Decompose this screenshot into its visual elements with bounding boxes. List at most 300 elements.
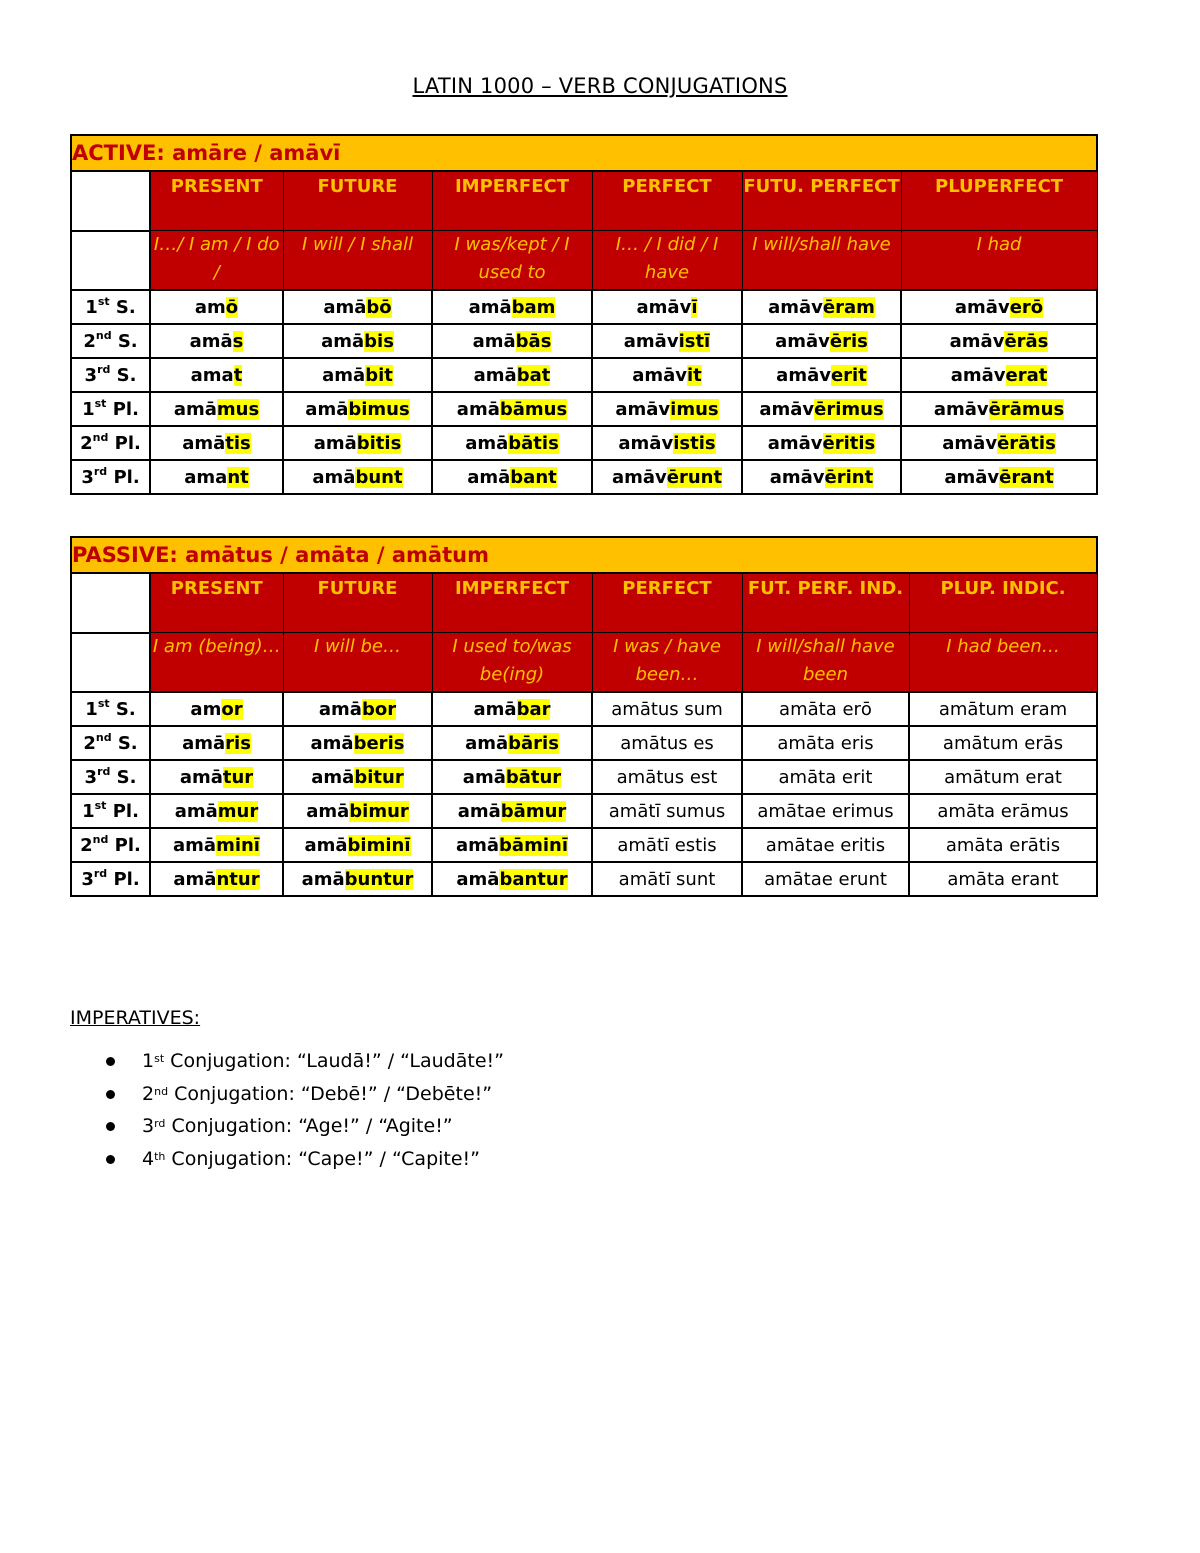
column-translation: I will / I shall bbox=[283, 231, 432, 291]
verb-form-cell bbox=[432, 692, 592, 726]
conjugation-suffix: rd bbox=[154, 1117, 166, 1130]
verb-ending-highlight: buntur bbox=[344, 868, 414, 890]
passive-column-headers bbox=[71, 573, 1097, 633]
person-number: 1 bbox=[85, 296, 98, 318]
person-type: Pl. bbox=[106, 398, 139, 420]
verb-form-cell bbox=[432, 862, 592, 896]
list-item bbox=[70, 1080, 504, 1113]
verb-stem: amāv bbox=[944, 466, 1000, 488]
verb-form-cell bbox=[592, 324, 742, 358]
verb-stem: amāv bbox=[775, 330, 830, 352]
verb-stem: amāta erant bbox=[947, 868, 1059, 890]
person-number: 2 bbox=[83, 330, 96, 352]
verb-ending-highlight: bāmus bbox=[499, 398, 568, 420]
verb-ending-highlight: ērunt bbox=[666, 466, 723, 488]
person-label bbox=[71, 828, 150, 862]
verb-form-cell bbox=[150, 794, 283, 828]
verb-stem: amātus es bbox=[620, 732, 714, 754]
verb-form-cell bbox=[909, 828, 1097, 862]
verb-stem: amā bbox=[462, 766, 506, 788]
verb-form-cell bbox=[592, 460, 742, 494]
person-type: Pl. bbox=[108, 432, 141, 454]
conjugation-number: 1 bbox=[142, 1050, 155, 1072]
verb-stem: amāv bbox=[949, 330, 1005, 352]
person-suffix: nd bbox=[95, 730, 112, 744]
verb-stem: amāv bbox=[615, 398, 671, 420]
person-type: Pl. bbox=[106, 800, 139, 822]
person-type: S. bbox=[111, 732, 138, 754]
verb-ending-highlight: ris bbox=[225, 732, 251, 754]
imperative-text: Conjugation: “Laudā!” / “Laudāte!” bbox=[164, 1050, 504, 1072]
verb-form-cell bbox=[592, 692, 742, 726]
verb-stem: amāta erit bbox=[778, 766, 873, 788]
verb-form-cell bbox=[150, 392, 283, 426]
imperative-text: Conjugation: “Age!” / “Agite!” bbox=[165, 1115, 453, 1137]
verb-stem: am bbox=[190, 698, 222, 720]
verb-stem: amā bbox=[465, 432, 509, 454]
person-type: Pl. bbox=[107, 868, 140, 890]
verb-stem: amāta erātis bbox=[945, 834, 1061, 856]
person-number: 2 bbox=[83, 732, 96, 754]
passive-header: PASSIVE: amātus / amāta / amātum bbox=[71, 537, 1097, 573]
verb-form-cell bbox=[432, 460, 592, 494]
corner-cell bbox=[71, 231, 150, 291]
verb-form-cell bbox=[432, 828, 592, 862]
column-header-imperfect: IMPERFECT bbox=[432, 573, 592, 633]
table-row bbox=[71, 794, 1097, 828]
bullet-icon bbox=[106, 1090, 115, 1099]
verb-form-cell bbox=[592, 392, 742, 426]
verb-stem: amāv bbox=[769, 466, 825, 488]
verb-ending-highlight: s bbox=[232, 330, 244, 352]
person-suffix: st bbox=[94, 798, 107, 812]
verb-stem: amā bbox=[457, 800, 501, 822]
column-translation: I was/kept / I used to bbox=[432, 231, 592, 291]
verb-form-cell bbox=[150, 358, 283, 392]
table-row bbox=[71, 290, 1097, 324]
verb-ending-highlight: mus bbox=[216, 398, 260, 420]
verb-stem: amā bbox=[182, 432, 226, 454]
verb-form-cell bbox=[901, 460, 1097, 494]
table-row bbox=[71, 692, 1097, 726]
verb-form-cell bbox=[432, 426, 592, 460]
verb-stem: amātum erās bbox=[942, 732, 1064, 754]
conjugation-number: 4 bbox=[142, 1147, 155, 1170]
verb-stem: amātī sunt bbox=[618, 868, 716, 890]
verb-form-cell bbox=[742, 358, 901, 392]
verb-ending-highlight: bāris bbox=[508, 732, 559, 754]
verb-ending-highlight: bor bbox=[361, 698, 397, 720]
column-translation: I used to/was be(ing) bbox=[432, 633, 592, 693]
verb-ending-highlight: bar bbox=[516, 698, 551, 720]
active-conjugation-table bbox=[70, 134, 1098, 495]
column-translation: I had bbox=[901, 231, 1097, 291]
verb-form-cell bbox=[742, 726, 909, 760]
verb-form-cell bbox=[432, 760, 592, 794]
verb-stem: amāv bbox=[954, 296, 1010, 318]
person-label bbox=[71, 358, 150, 392]
corner-cell bbox=[71, 171, 150, 231]
verb-form-cell bbox=[432, 726, 592, 760]
verb-stem: amāv bbox=[942, 432, 998, 454]
table-row bbox=[71, 760, 1097, 794]
verb-ending-highlight: ērāmus bbox=[988, 398, 1065, 420]
column-header-imperfect: IMPERFECT bbox=[432, 171, 592, 231]
person-type: S. bbox=[110, 766, 137, 788]
verb-stem: amā bbox=[312, 466, 356, 488]
passive-conjugation-table bbox=[70, 536, 1098, 897]
verb-ending-highlight: bat bbox=[516, 364, 551, 386]
verb-ending-highlight: biminī bbox=[347, 834, 411, 856]
verb-stem: amāv bbox=[768, 296, 823, 318]
verb-ending-highlight: ērant bbox=[999, 466, 1054, 488]
verb-stem: amāta erō bbox=[779, 698, 872, 720]
column-header-present: PRESENT bbox=[150, 573, 283, 633]
table-row bbox=[71, 726, 1097, 760]
person-type: S. bbox=[109, 698, 136, 720]
verb-ending-highlight: ō bbox=[225, 296, 239, 318]
column-translation: I will be… bbox=[283, 633, 432, 693]
verb-form-cell bbox=[901, 358, 1097, 392]
verb-stem: amātae erunt bbox=[764, 868, 887, 890]
verb-ending-highlight: ntur bbox=[216, 868, 260, 890]
verb-stem: amā bbox=[304, 834, 348, 856]
verb-form-cell bbox=[283, 760, 432, 794]
verb-form-cell bbox=[150, 692, 283, 726]
person-label bbox=[71, 290, 150, 324]
verb-form-cell bbox=[901, 426, 1097, 460]
verb-ending-highlight: mur bbox=[217, 800, 259, 822]
verb-form-cell bbox=[283, 290, 432, 324]
verb-stem: amāv bbox=[632, 364, 687, 386]
person-type: Pl. bbox=[108, 834, 141, 856]
person-number: 2 bbox=[80, 432, 93, 454]
passive-column-translations bbox=[71, 633, 1097, 693]
column-header-fut-perf-ind-: FUT. PERF. IND. bbox=[742, 573, 909, 633]
verb-form-cell bbox=[909, 692, 1097, 726]
verb-form-cell bbox=[742, 692, 909, 726]
verb-ending-highlight: it bbox=[687, 364, 702, 386]
verb-stem: amā bbox=[473, 698, 517, 720]
verb-stem: ama bbox=[184, 466, 228, 488]
verb-stem: amātī sumus bbox=[608, 800, 726, 822]
verb-form-cell bbox=[432, 794, 592, 828]
verb-ending-highlight: minī bbox=[216, 834, 260, 856]
column-translation: I had been… bbox=[909, 633, 1097, 693]
bullet-icon bbox=[106, 1057, 115, 1066]
verb-ending-highlight: erat bbox=[1005, 364, 1048, 386]
person-number: 1 bbox=[82, 398, 95, 420]
table-row bbox=[71, 392, 1097, 426]
verb-form-cell bbox=[432, 290, 592, 324]
verb-stem: amā bbox=[465, 732, 509, 754]
verb-form-cell bbox=[742, 290, 901, 324]
verb-stem: amā bbox=[467, 466, 511, 488]
verb-stem: amā bbox=[313, 432, 357, 454]
verb-form-cell bbox=[592, 828, 742, 862]
person-label bbox=[71, 760, 150, 794]
table-row bbox=[71, 460, 1097, 494]
verb-form-cell bbox=[742, 828, 909, 862]
verb-ending-highlight: bunt bbox=[355, 466, 403, 488]
verb-stem: amā bbox=[323, 296, 367, 318]
verb-form-cell bbox=[592, 726, 742, 760]
column-translation: I…/ I am / I do / bbox=[150, 231, 283, 291]
verb-stem: amātum erat bbox=[944, 766, 1062, 788]
conjugation-number: 3 bbox=[142, 1115, 155, 1137]
verb-form-cell bbox=[909, 794, 1097, 828]
imperatives-title: IMPERATIVES: bbox=[70, 1007, 201, 1029]
verb-stem: amāv bbox=[759, 398, 815, 420]
verb-ending-highlight: ērimus bbox=[814, 398, 884, 420]
verb-form-cell bbox=[283, 692, 432, 726]
person-label bbox=[71, 692, 150, 726]
verb-form-cell bbox=[432, 392, 592, 426]
verb-form-cell bbox=[592, 862, 742, 896]
page-title: LATIN 1000 – VERB CONJUGATIONS bbox=[412, 74, 788, 98]
person-label bbox=[71, 324, 150, 358]
verb-stem: amā bbox=[322, 364, 366, 386]
verb-stem: amāv bbox=[776, 364, 831, 386]
verb-stem: amā bbox=[301, 868, 345, 890]
verb-ending-highlight: istī bbox=[678, 330, 711, 352]
person-suffix: nd bbox=[92, 430, 109, 444]
table-row bbox=[71, 358, 1097, 392]
verb-form-cell bbox=[150, 760, 283, 794]
column-header-pluperfect: PLUPERFECT bbox=[901, 171, 1097, 231]
verb-ending-highlight: or bbox=[221, 698, 243, 720]
person-type: S. bbox=[111, 330, 138, 352]
table-row bbox=[71, 862, 1097, 896]
verb-stem: ama bbox=[190, 364, 234, 386]
verb-stem: amā bbox=[456, 868, 500, 890]
verb-form-cell bbox=[150, 460, 283, 494]
verb-form-cell bbox=[592, 794, 742, 828]
verb-ending-highlight: nt bbox=[227, 466, 249, 488]
imperatives-list bbox=[70, 1047, 504, 1177]
verb-ending-highlight: ēritis bbox=[822, 432, 876, 454]
verb-form-cell bbox=[742, 392, 901, 426]
active-column-headers bbox=[71, 171, 1097, 231]
verb-ending-highlight: bāminī bbox=[499, 834, 568, 856]
person-number: 3 bbox=[81, 868, 94, 890]
imperative-text: Conjugation: “Debē!” / “Debēte!” bbox=[168, 1082, 493, 1105]
verb-stem: amā bbox=[311, 766, 355, 788]
verb-stem: amā bbox=[321, 330, 365, 352]
verb-ending-highlight: bātis bbox=[508, 432, 559, 454]
list-item bbox=[70, 1047, 504, 1080]
active-column-translations bbox=[71, 231, 1097, 291]
verb-ending-highlight: t bbox=[233, 364, 243, 386]
verb-form-cell bbox=[283, 460, 432, 494]
verb-form-cell bbox=[283, 726, 432, 760]
person-suffix: nd bbox=[95, 328, 112, 342]
verb-ending-highlight: bis bbox=[364, 330, 394, 352]
verb-ending-highlight: ēram bbox=[822, 296, 875, 318]
column-header-future: FUTURE bbox=[283, 573, 432, 633]
verb-ending-highlight: ērātis bbox=[997, 432, 1056, 454]
verb-stem: amā bbox=[318, 698, 362, 720]
column-translation: I was / have been… bbox=[592, 633, 742, 693]
column-header-futu-perfect: FUTU. PERFECT bbox=[742, 171, 901, 231]
imperative-text: Conjugation: “Cape!” / “Capite!” bbox=[165, 1147, 481, 1170]
verb-form-cell bbox=[592, 290, 742, 324]
verb-form-cell bbox=[909, 760, 1097, 794]
active-header: ACTIVE: amāre / amāvī bbox=[71, 135, 1097, 171]
person-suffix: rd bbox=[93, 464, 108, 478]
column-translation: I am (being)… bbox=[150, 633, 283, 693]
conjugation-number: 2 bbox=[142, 1082, 155, 1105]
conjugation-suffix: st bbox=[154, 1052, 165, 1065]
person-number: 3 bbox=[81, 466, 94, 488]
verb-stem: amātī estis bbox=[617, 834, 717, 856]
verb-form-cell bbox=[150, 862, 283, 896]
list-item bbox=[70, 1112, 504, 1145]
person-suffix: rd bbox=[97, 764, 111, 778]
verb-ending-highlight: istis bbox=[673, 432, 716, 454]
verb-form-cell bbox=[432, 358, 592, 392]
person-number: 2 bbox=[80, 834, 93, 856]
verb-ending-highlight: ī bbox=[691, 296, 698, 318]
verb-form-cell bbox=[283, 324, 432, 358]
verb-form-cell bbox=[283, 828, 432, 862]
verb-form-cell bbox=[150, 426, 283, 460]
verb-form-cell bbox=[283, 862, 432, 896]
corner-cell bbox=[71, 633, 150, 693]
verb-form-cell bbox=[901, 290, 1097, 324]
verb-form-cell bbox=[432, 324, 592, 358]
verb-form-cell bbox=[901, 392, 1097, 426]
verb-ending-highlight: erit bbox=[830, 364, 867, 386]
verb-stem: amāv bbox=[950, 364, 1006, 386]
person-type: Pl. bbox=[107, 466, 140, 488]
person-suffix: rd bbox=[97, 362, 111, 376]
verb-stem: amā bbox=[174, 800, 218, 822]
person-label bbox=[71, 426, 150, 460]
verb-ending-highlight: bimur bbox=[349, 800, 409, 822]
verb-stem: amā bbox=[468, 296, 512, 318]
column-header-perfect: PERFECT bbox=[592, 573, 742, 633]
verb-stem: amāv bbox=[618, 432, 674, 454]
person-number: 3 bbox=[84, 364, 98, 386]
verb-stem: amā bbox=[310, 732, 354, 754]
verb-form-cell bbox=[283, 358, 432, 392]
verb-form-cell bbox=[592, 760, 742, 794]
verb-stem: amātae erimus bbox=[757, 800, 894, 822]
column-header-plup-indic-: PLUP. INDIC. bbox=[909, 573, 1097, 633]
verb-ending-highlight: ērās bbox=[1004, 330, 1049, 352]
list-item bbox=[70, 1145, 504, 1178]
verb-stem: amā bbox=[189, 330, 233, 352]
verb-form-cell bbox=[909, 726, 1097, 760]
verb-form-cell bbox=[283, 426, 432, 460]
verb-form-cell bbox=[283, 794, 432, 828]
verb-form-cell bbox=[742, 862, 909, 896]
verb-ending-highlight: bantur bbox=[499, 868, 568, 890]
verb-form-cell bbox=[150, 828, 283, 862]
verb-form-cell bbox=[742, 760, 909, 794]
person-label bbox=[71, 726, 150, 760]
verb-stem: amāta erāmus bbox=[937, 800, 1069, 822]
person-suffix: nd bbox=[92, 832, 109, 846]
active-header-row bbox=[71, 135, 1097, 171]
verb-stem: am bbox=[194, 296, 226, 318]
person-number: 1 bbox=[82, 800, 95, 822]
table-row bbox=[71, 828, 1097, 862]
verb-stem: amā bbox=[456, 398, 500, 420]
verb-stem: amātus est bbox=[616, 766, 718, 788]
verb-form-cell bbox=[742, 794, 909, 828]
person-number: 1 bbox=[85, 698, 98, 720]
verb-form-cell bbox=[592, 426, 742, 460]
verb-stem: amā bbox=[455, 834, 500, 856]
person-suffix: st bbox=[97, 294, 110, 308]
passive-header-row bbox=[71, 537, 1097, 573]
bullet-icon bbox=[106, 1122, 115, 1131]
verb-form-cell bbox=[150, 726, 283, 760]
person-type: S. bbox=[110, 364, 137, 386]
verb-ending-highlight: bam bbox=[511, 296, 556, 318]
verb-form-cell bbox=[150, 324, 283, 358]
verb-stem: amātus sum bbox=[611, 698, 723, 720]
verb-ending-highlight: bō bbox=[366, 296, 392, 318]
verb-ending-highlight: erō bbox=[1009, 296, 1044, 318]
verb-stem: amā bbox=[182, 732, 226, 754]
verb-form-cell bbox=[592, 358, 742, 392]
verb-stem: amā bbox=[472, 330, 516, 352]
verb-ending-highlight: ērint bbox=[824, 466, 874, 488]
table-row bbox=[71, 324, 1097, 358]
table-row bbox=[71, 426, 1097, 460]
person-label bbox=[71, 392, 150, 426]
person-label bbox=[71, 460, 150, 494]
verb-stem: amā bbox=[306, 800, 350, 822]
imperatives-section bbox=[70, 1007, 504, 1177]
verb-stem: amātum eram bbox=[938, 698, 1068, 720]
verb-stem: amāv bbox=[933, 398, 989, 420]
verb-ending-highlight: tur bbox=[222, 766, 254, 788]
person-label bbox=[71, 794, 150, 828]
verb-stem: amā bbox=[305, 398, 349, 420]
verb-stem: amātae eritis bbox=[765, 834, 886, 856]
person-suffix: rd bbox=[93, 866, 108, 880]
bullet-icon bbox=[106, 1155, 115, 1164]
verb-stem: amāv bbox=[636, 296, 692, 318]
verb-ending-highlight: bās bbox=[515, 330, 552, 352]
column-translation: I… / I did / I have bbox=[592, 231, 742, 291]
verb-ending-highlight: bitis bbox=[356, 432, 402, 454]
verb-form-cell bbox=[150, 290, 283, 324]
column-header-perfect: PERFECT bbox=[592, 171, 742, 231]
person-type: S. bbox=[109, 296, 136, 318]
verb-stem: amāv bbox=[611, 466, 667, 488]
person-number: 3 bbox=[84, 766, 98, 788]
verb-stem: amā bbox=[173, 868, 217, 890]
verb-form-cell bbox=[909, 862, 1097, 896]
verb-form-cell bbox=[742, 460, 901, 494]
verb-ending-highlight: bātur bbox=[505, 766, 562, 788]
verb-form-cell bbox=[742, 324, 901, 358]
verb-stem: amā bbox=[173, 398, 217, 420]
verb-ending-highlight: ēris bbox=[829, 330, 868, 352]
verb-ending-highlight: bimus bbox=[348, 398, 410, 420]
corner-cell bbox=[71, 573, 150, 633]
person-label bbox=[71, 862, 150, 896]
column-translation: I will/shall have been bbox=[742, 633, 909, 693]
person-suffix: st bbox=[97, 696, 110, 710]
verb-ending-highlight: bant bbox=[510, 466, 557, 488]
verb-stem: amāv bbox=[623, 330, 679, 352]
